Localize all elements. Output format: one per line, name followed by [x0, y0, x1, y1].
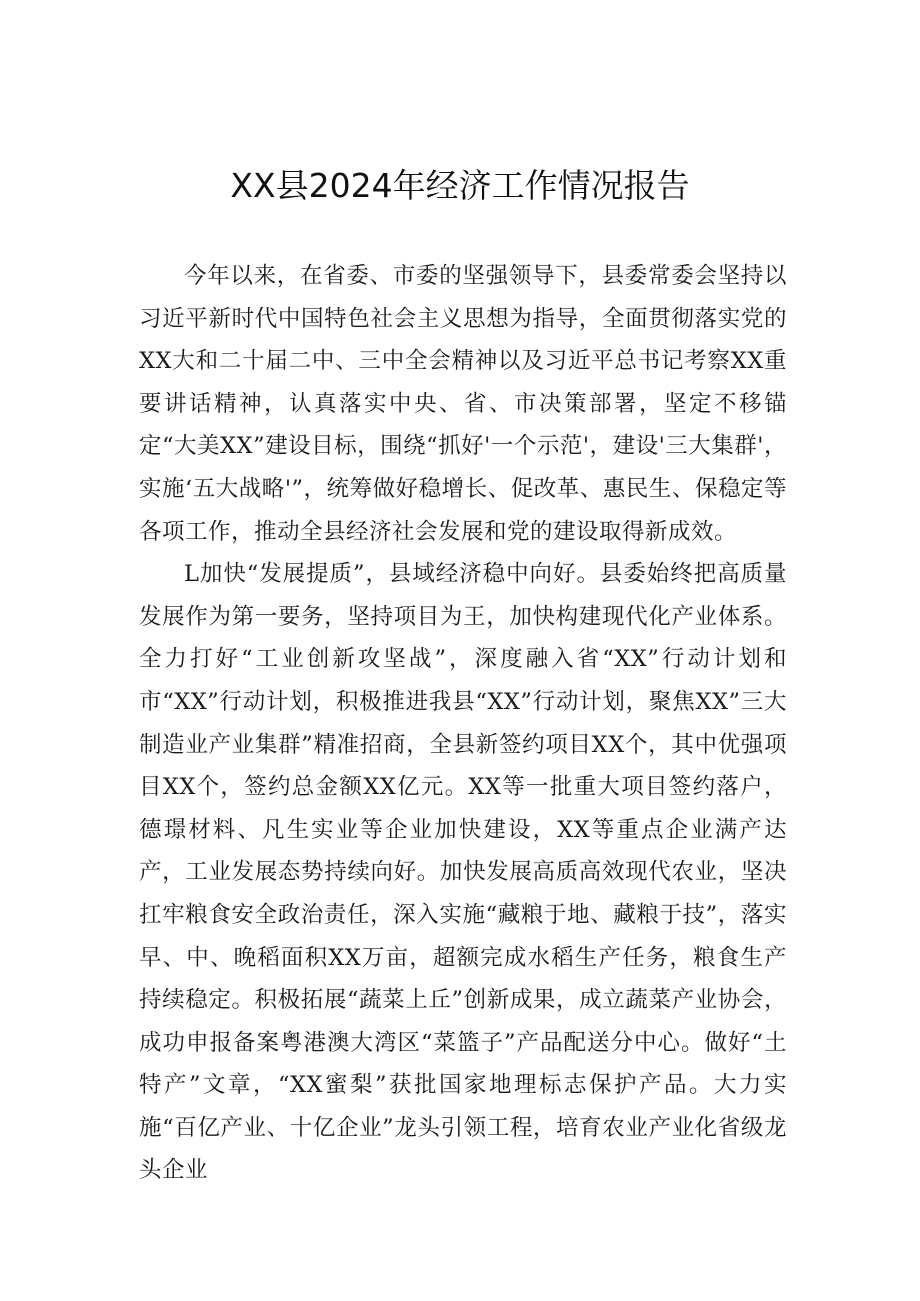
document-title: XX县2024年经济工作情况报告: [230, 166, 690, 205]
paragraph-intro: 今年以来，在省委、市委的坚强领导下，县委常委会坚持以习近平新时代中国特色社会主义思想为指导，全面贯彻落实党的XX大和二十届二中、三中全会精神以及习近平总书记考察XX重要讲话精神，认真落实中央、省、市决策部署，坚定不移锚定“大美XX”建设目标，围绕“抓好'一个示范'，建设'三大集群'，实施‘五大战略'”，统筹做好稳增长、促改革、惠民生、保稳定等各项工作，推动全县经济社会发展和党的建设取得新成效。: [139, 263, 787, 545]
document-body: [139, 255, 787, 1192]
paragraph-economy: L加快“发展提质”，县域经济稳中向好。县委始终把高质量发展作为第一要务，坚持项目为王，加快构建现代化产业体系。全力打好“工业创新攻坚战”，深度融入省“XX”行动计划和市“XX”行动计划，积极推进我县“XX”行动计划，聚焦XX”三大制造业产业集群”精准招商，全县新签约项目XX个，其中优强项目XX个，签约总金额XX亿元。XX等一批重大项目签约落户，德璟材料、凡生实业等企业加快建设，XX等重点企业满产达产，工业发展态势持续向好。加快发展高质高效现代农业，坚决扛牢粮食安全政治责任，深入实施“藏粮于地、藏粮于技”，落实早、中、晚稻面积XX万亩，超额完成水稻生产任务，粮食生产持续稳定。积极拓展“蔬菜上丘”创新成果，成立蔬菜产业协会，成功申报备案粤港澳大湾区“菜篮子”产品配送分中心。做好“土特产”文章，“XX蜜梨”获批国家地理标志保护产品。大力实施“百亿产业、十亿企业”龙头引领工程，培育农业产业化省级龙头企业: [139, 561, 787, 1184]
